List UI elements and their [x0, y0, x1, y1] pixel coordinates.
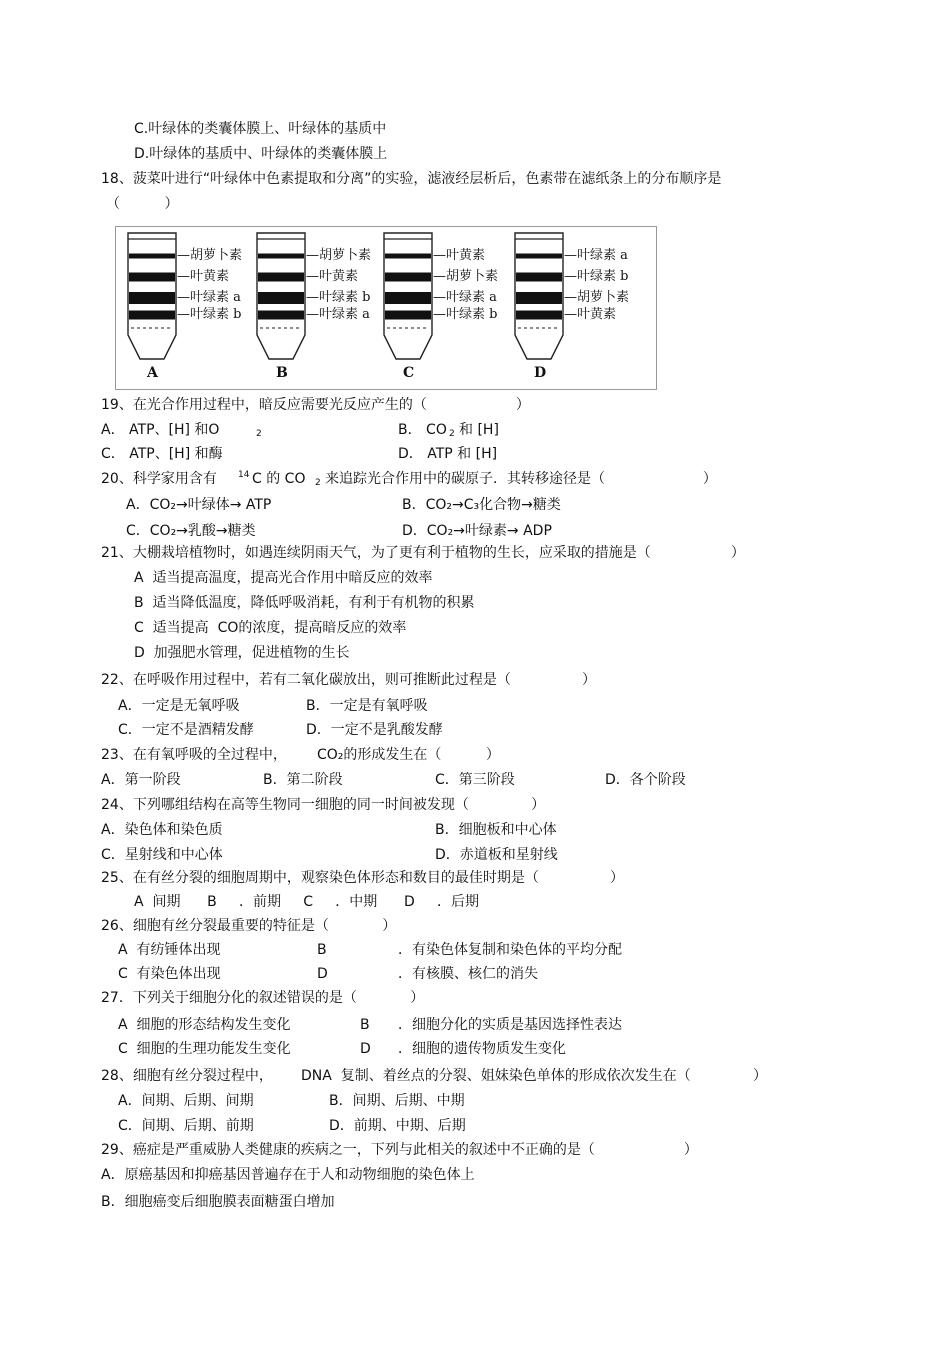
pigment-label: —叶黄素: [564, 307, 617, 322]
chromatography-figure: [115, 226, 657, 390]
q19-option-a-subscript: 2: [256, 429, 262, 439]
q27-option-b: ．细胞分化的实质是基因选择性表达: [398, 1017, 622, 1033]
q28-option-a: A．间期、后期、间期: [118, 1093, 254, 1109]
strip-letter: A: [147, 365, 158, 381]
q29-option-b: B．细胞癌变后细胞膜表面糖蛋白增加: [101, 1194, 335, 1210]
q20-option-c: C．CO₂→乳酸→糖类: [126, 523, 256, 539]
pigment-band: [516, 311, 562, 320]
pigment-band: [129, 292, 175, 304]
strip-letter: B: [276, 365, 288, 381]
q27-option-d: ．细胞的遗传物质发生变化: [398, 1041, 566, 1057]
q19-option-b-subscript: 2: [449, 429, 455, 439]
q20-option-b: B．CO₂→C₃化合物→糖类: [402, 497, 561, 513]
pigment-label: —胡萝卜素: [306, 248, 372, 263]
q26-option-b: ．有染色体复制和染色体的平均分配: [398, 942, 622, 958]
q26-option-b-letter: B: [317, 942, 327, 958]
q19-option-c: C． ATP、[H] 和酶: [101, 446, 223, 462]
q21-option-b: B 适当降低温度，降低呼吸消耗，有利于有机物的积累: [134, 595, 475, 611]
q20-stem-part3: 来追踪光合作用中的碳原子．其转移途径是（ ）: [325, 471, 717, 487]
q23-option-b: B．第二阶段: [263, 772, 343, 788]
pigment-label: —叶绿素 b: [564, 269, 629, 284]
q19-option-b-part2: 和 [H]: [459, 422, 499, 438]
q22-stem: 22、在呼吸作用过程中，若有二氧化碳放出，则可推断此过程是（ ）: [101, 672, 597, 688]
q19-stem: 19、在光合作用过程中，暗反应需要光反应产生的（ ）: [101, 397, 530, 413]
q23-option-d: D．各个阶段: [605, 772, 686, 788]
q17-option-d: D.叶绿体的基质中、叶绿体的类囊体膜上: [134, 146, 388, 162]
pigment-label: —胡萝卜素: [177, 248, 243, 263]
pigment-label: —叶绿素 b: [433, 307, 498, 322]
pigment-label: —叶绿素 a: [564, 248, 628, 263]
q22-option-c: C．一定不是酒精发酵: [118, 722, 254, 738]
q27-option-c: C 细胞的生理功能发生变化: [118, 1041, 291, 1057]
q27-option-d-letter: D: [360, 1041, 371, 1057]
q22-option-b: B．一定是有氧呼吸: [306, 698, 428, 714]
pigment-band: [516, 273, 562, 282]
q20-stem-part2: C 的 CO: [252, 471, 306, 487]
pigment-label: —叶绿素 a: [177, 290, 241, 305]
strip-letter: D: [534, 365, 547, 381]
pigment-band: [258, 254, 304, 259]
q21-stem: 21、大棚栽培植物时，如遇连续阴雨天气，为了更有利于植物的生长，应采取的措施是（ ）: [101, 545, 745, 561]
q20-option-a: A．CO₂→叶绿体→ ATP: [126, 497, 272, 513]
q23-stem-part1: 23、在有氧呼吸的全过程中，: [101, 747, 287, 763]
pigment-label: —叶绿素 a: [306, 307, 370, 322]
pigment-label: —胡萝卜素: [564, 290, 630, 305]
q27-stem: 27．下列关于细胞分化的叙述错误的是（ ）: [101, 990, 425, 1006]
q24-option-c: C．星射线和中心体: [101, 847, 223, 863]
pigment-band: [385, 273, 431, 282]
q24-option-a: A．染色体和染色质: [101, 822, 223, 838]
q20-option-d: D．CO₂→叶绿素→ ADP: [402, 523, 552, 539]
q29-option-a: A．原癌基因和抑癌基因普遍存在于人和动物细胞的染色体上: [101, 1167, 475, 1183]
pigment-label: —叶绿素 b: [306, 290, 371, 305]
q21-option-a: A 适当提高温度，提高光合作用中暗反应的效率: [134, 570, 433, 586]
pigment-label: —叶黄素: [306, 269, 359, 284]
pigment-band: [516, 292, 562, 304]
pigment-band: [258, 292, 304, 304]
q25-options: A 间期 B ．前期 C ．中期 D ．后期: [134, 894, 480, 910]
pigment-label: —叶黄素: [177, 269, 230, 284]
q24-stem: 24、下列哪组结构在高等生物同一细胞的同一时间被发现（ ）: [101, 797, 546, 813]
q29-stem: 29、癌症是严重威胁人类健康的疾病之一，下列与此相关的叙述中不正确的是（ ）: [101, 1142, 698, 1158]
q18-stem: 18、菠菜叶进行“叶绿体中色素提取和分离”的实验，滤液经层析后，色素带在滤纸条上的分布顺序是: [101, 171, 722, 187]
pigment-label: —叶黄素: [433, 248, 486, 263]
pigment-band: [129, 254, 175, 259]
q20-superscript: 14: [238, 470, 250, 480]
q21-option-d: D 加强肥水管理，促进植物的生长: [134, 645, 350, 661]
pigment-band: [385, 254, 431, 259]
q19-option-a: A． ATP、[H] 和O: [101, 422, 220, 438]
q24-option-d: D．赤道板和星射线: [435, 847, 558, 863]
q26-option-c: C 有染色体出现: [118, 966, 221, 982]
q21-option-c: C 适当提高 CO的浓度，提高暗反应的效率: [134, 620, 407, 636]
q18-answer-blank: （ ）: [106, 196, 179, 212]
q26-option-a: A 有纺锤体出现: [118, 942, 221, 958]
strip-letter: C: [403, 365, 415, 381]
pigment-band: [516, 254, 562, 259]
q19-option-b-part1: B． CO: [398, 422, 447, 438]
q22-option-a: A．一定是无氧呼吸: [118, 698, 240, 714]
q28-option-b: B．间期、后期、中期: [329, 1093, 465, 1109]
q25-stem: 25、在有丝分裂的细胞周期中，观察染色体形态和数目的最佳时期是（ ）: [101, 870, 625, 886]
q27-option-b-letter: B: [360, 1017, 370, 1033]
q26-option-d-letter: D: [317, 966, 328, 982]
q17-option-c: C.叶绿体的类囊体膜上、叶绿体的基质中: [134, 121, 387, 137]
pigment-band: [258, 311, 304, 320]
q28-stem-part1: 28、细胞有丝分裂过程中，: [101, 1068, 273, 1084]
pigment-label: —叶绿素 b: [177, 307, 242, 322]
q20-subscript: 2: [315, 478, 321, 488]
q20-stem-part1: 20、科学家用含有: [101, 471, 217, 487]
q28-stem-part2: DNA 复制、着丝点的分裂、姐妹染色单体的形成依次发生在（ ）: [301, 1068, 768, 1084]
q26-stem: 26、细胞有丝分裂最重要的特征是（ ）: [101, 918, 397, 934]
pigment-band: [385, 311, 431, 320]
q28-option-c: C．间期、后期、前期: [118, 1118, 254, 1134]
pigment-label: —胡萝卜素: [433, 269, 499, 284]
q26-option-d: ．有核膜、核仁的消失: [398, 966, 538, 982]
q27-option-a: A 细胞的形态结构发生变化: [118, 1017, 291, 1033]
q22-option-d: D．一定不是乳酸发酵: [306, 722, 443, 738]
pigment-label: —叶绿素 a: [433, 290, 497, 305]
q28-option-d: D．前期、中期、后期: [329, 1118, 466, 1134]
q23-stem-part2: CO₂的形成发生在（ ）: [317, 747, 500, 763]
pigment-band: [129, 273, 175, 282]
pigment-band: [258, 273, 304, 282]
q23-option-a: A．第一阶段: [101, 772, 181, 788]
q19-option-d: D． ATP 和 [H]: [398, 446, 498, 462]
q23-option-c: C．第三阶段: [435, 772, 515, 788]
pigment-band: [385, 292, 431, 304]
q24-option-b: B．细胞板和中心体: [435, 822, 557, 838]
pigment-band: [129, 311, 175, 320]
